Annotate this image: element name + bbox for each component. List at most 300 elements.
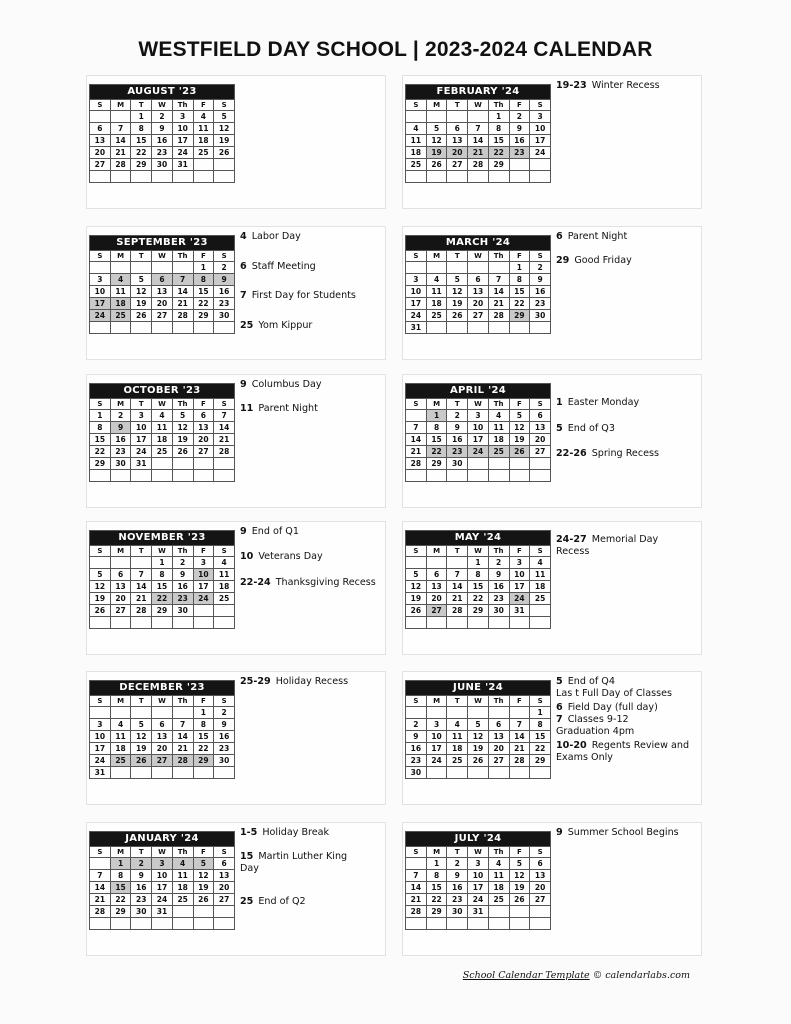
empty-cell	[110, 767, 131, 779]
empty-cell	[131, 557, 152, 569]
weekday-header: S	[90, 696, 111, 707]
empty-cell	[426, 262, 447, 274]
day-cell: 23	[447, 894, 468, 906]
empty-cell	[90, 707, 111, 719]
day-cell: 30	[406, 767, 427, 779]
day-cell: 4	[172, 858, 193, 870]
day-cell: 2	[488, 557, 509, 569]
day-cell: 2	[152, 111, 173, 123]
weekday-header: S	[90, 100, 111, 111]
weekday-header: S	[214, 100, 235, 111]
day-cell: 31	[509, 605, 530, 617]
day-cell: 26	[172, 446, 193, 458]
month-calendar	[89, 530, 235, 629]
event-date: 25	[240, 896, 254, 907]
empty-cell	[447, 707, 468, 719]
weekday-header: W	[468, 546, 489, 557]
day-cell: 4	[193, 111, 214, 123]
month-name: JUNE '24	[406, 681, 551, 696]
event-item	[240, 896, 382, 908]
event-date: 11	[240, 403, 254, 414]
month-name: MARCH '24	[406, 236, 551, 251]
day-cell: 7	[90, 870, 111, 882]
day-cell: 22	[131, 147, 152, 159]
day-cell: 19	[193, 882, 214, 894]
day-cell: 4	[488, 410, 509, 422]
empty-cell	[468, 617, 489, 629]
empty-cell	[193, 918, 214, 930]
day-cell: 15	[488, 135, 509, 147]
empty-cell	[193, 906, 214, 918]
empty-cell	[110, 707, 131, 719]
day-cell: 24	[530, 147, 551, 159]
day-cell: 5	[193, 858, 214, 870]
day-cell: 6	[530, 410, 551, 422]
empty-cell	[406, 858, 427, 870]
day-cell: 25	[110, 755, 131, 767]
day-cell: 30	[131, 906, 152, 918]
day-cell: 1	[426, 858, 447, 870]
weekday-header: W	[152, 696, 173, 707]
day-cell: 20	[488, 743, 509, 755]
day-cell: 14	[110, 135, 131, 147]
empty-cell	[530, 906, 551, 918]
empty-cell	[447, 470, 468, 482]
weekday-header: Th	[488, 399, 509, 410]
day-cell: 22	[110, 894, 131, 906]
day-cell: 16	[530, 286, 551, 298]
day-cell: 28	[488, 310, 509, 322]
day-cell: 28	[468, 159, 489, 171]
month-calendar	[405, 84, 551, 183]
weekday-header: T	[131, 100, 152, 111]
day-cell: 21	[90, 894, 111, 906]
empty-cell	[488, 707, 509, 719]
empty-cell	[447, 262, 468, 274]
empty-cell	[426, 707, 447, 719]
day-cell: 3	[426, 719, 447, 731]
day-cell: 1	[193, 707, 214, 719]
day-cell: 22	[193, 743, 214, 755]
day-cell: 17	[172, 135, 193, 147]
empty-cell	[488, 322, 509, 334]
weekday-header: S	[406, 546, 427, 557]
month-calendar	[89, 235, 235, 334]
weekday-header: F	[509, 696, 530, 707]
day-cell: 24	[131, 446, 152, 458]
day-cell: 18	[530, 581, 551, 593]
day-cell: 3	[152, 858, 173, 870]
day-cell: 29	[509, 310, 530, 322]
day-cell: 22	[509, 298, 530, 310]
empty-cell	[488, 906, 509, 918]
day-cell: 4	[406, 123, 427, 135]
month-calendar	[405, 680, 551, 779]
day-cell: 22	[530, 743, 551, 755]
empty-cell	[110, 262, 131, 274]
day-cell: 20	[90, 147, 111, 159]
day-cell: 12	[468, 731, 489, 743]
weekday-header: F	[509, 399, 530, 410]
day-cell: 9	[488, 569, 509, 581]
day-cell: 4	[152, 410, 173, 422]
event-title: Field Day (full day)	[567, 702, 658, 713]
empty-cell	[214, 767, 235, 779]
day-cell: 3	[131, 410, 152, 422]
empty-cell	[193, 767, 214, 779]
day-cell: 5	[509, 858, 530, 870]
day-cell: 29	[152, 605, 173, 617]
event-title: Labor Day	[251, 231, 301, 242]
event-title: Columbus Day	[251, 379, 322, 390]
empty-cell	[172, 617, 193, 629]
empty-cell	[110, 617, 131, 629]
empty-cell	[152, 707, 173, 719]
day-cell: 29	[131, 159, 152, 171]
day-cell: 30	[172, 605, 193, 617]
day-cell: 21	[406, 446, 427, 458]
month-calendar	[405, 383, 551, 482]
day-cell: 9	[530, 274, 551, 286]
day-cell: 13	[447, 135, 468, 147]
day-cell: 15	[131, 135, 152, 147]
empty-cell	[90, 322, 111, 334]
day-cell: 15	[509, 286, 530, 298]
day-cell: 19	[131, 743, 152, 755]
empty-cell	[447, 918, 468, 930]
event-item	[556, 827, 698, 839]
day-cell: 20	[152, 743, 173, 755]
day-cell: 27	[426, 605, 447, 617]
day-cell: 24	[90, 310, 111, 322]
event-date: 7	[556, 714, 563, 725]
day-cell: 17	[406, 298, 427, 310]
event-title: End of Q2	[258, 896, 306, 907]
day-cell: 7	[509, 719, 530, 731]
footer-link[interactable]: School Calendar Template	[462, 970, 590, 981]
month-name: FEBRUARY '24	[406, 85, 551, 100]
month-panel	[86, 374, 386, 508]
empty-cell	[152, 470, 173, 482]
event-date: 29	[556, 255, 570, 266]
day-cell: 5	[447, 274, 468, 286]
day-cell: 1	[193, 262, 214, 274]
weekday-header: Th	[172, 546, 193, 557]
weekday-header: S	[530, 100, 551, 111]
empty-cell	[131, 262, 152, 274]
day-cell: 5	[406, 569, 427, 581]
weekday-header: W	[468, 847, 489, 858]
day-cell: 15	[110, 882, 131, 894]
weekday-header: S	[406, 251, 427, 262]
day-cell: 24	[193, 593, 214, 605]
day-cell: 6	[468, 274, 489, 286]
empty-cell	[152, 458, 173, 470]
empty-cell	[90, 918, 111, 930]
day-cell: 17	[530, 135, 551, 147]
weekday-header: S	[530, 696, 551, 707]
month-name: AUGUST '23	[90, 85, 235, 100]
day-cell: 4	[488, 858, 509, 870]
day-cell: 21	[509, 743, 530, 755]
day-cell: 11	[172, 870, 193, 882]
empty-cell	[426, 557, 447, 569]
day-cell: 6	[426, 569, 447, 581]
day-cell: 2	[530, 262, 551, 274]
day-cell: 8	[131, 123, 152, 135]
weekday-header: T	[447, 251, 468, 262]
empty-cell	[530, 458, 551, 470]
day-cell: 23	[214, 298, 235, 310]
day-cell: 21	[468, 147, 489, 159]
weekday-header: S	[530, 546, 551, 557]
day-cell: 27	[488, 755, 509, 767]
day-cell: 16	[488, 581, 509, 593]
event-title: End of Q3	[567, 423, 615, 434]
event-date: 6	[240, 261, 247, 272]
empty-cell	[90, 262, 111, 274]
day-cell: 9	[447, 422, 468, 434]
empty-cell	[131, 322, 152, 334]
day-cell: 17	[152, 882, 173, 894]
day-cell: 31	[406, 322, 427, 334]
empty-cell	[193, 617, 214, 629]
event-date: 25-29	[240, 676, 271, 687]
event-title: Staff Meeting	[251, 261, 316, 272]
day-cell: 9	[214, 274, 235, 286]
empty-cell	[509, 159, 530, 171]
weekday-header: F	[509, 847, 530, 858]
empty-cell	[447, 322, 468, 334]
day-cell: 19	[406, 593, 427, 605]
day-cell: 13	[426, 581, 447, 593]
weekday-header: F	[193, 696, 214, 707]
day-cell: 5	[131, 719, 152, 731]
event-title: Memorial Day Recess	[556, 534, 659, 557]
empty-cell	[172, 322, 193, 334]
day-cell: 13	[152, 286, 173, 298]
empty-cell	[426, 470, 447, 482]
event-title: End of Q1	[251, 526, 299, 537]
weekday-header: S	[530, 251, 551, 262]
day-cell: 19	[447, 298, 468, 310]
empty-cell	[152, 918, 173, 930]
empty-cell	[90, 171, 111, 183]
day-cell: 3	[509, 557, 530, 569]
day-cell: 20	[468, 298, 489, 310]
day-cell: 23	[447, 446, 468, 458]
event-date: 6	[556, 702, 563, 713]
day-cell: 24	[406, 310, 427, 322]
day-cell: 14	[447, 581, 468, 593]
empty-cell	[509, 918, 530, 930]
day-cell: 13	[530, 422, 551, 434]
day-cell: 24	[172, 147, 193, 159]
month-calendar	[405, 530, 551, 629]
empty-cell	[406, 918, 427, 930]
day-cell: 9	[509, 123, 530, 135]
empty-cell	[509, 906, 530, 918]
event-date: 5	[556, 676, 563, 687]
month-panel	[402, 374, 702, 508]
day-cell: 15	[193, 286, 214, 298]
day-cell: 15	[193, 731, 214, 743]
event-item	[240, 526, 382, 538]
event-item	[556, 423, 698, 435]
empty-cell	[214, 906, 235, 918]
day-cell: 26	[214, 147, 235, 159]
empty-cell	[509, 458, 530, 470]
day-cell: 4	[426, 274, 447, 286]
weekday-header: T	[131, 696, 152, 707]
empty-cell	[193, 470, 214, 482]
empty-cell	[214, 171, 235, 183]
day-cell: 9	[152, 123, 173, 135]
month-panel	[86, 671, 386, 805]
event-item	[240, 851, 382, 875]
weekday-header: F	[509, 251, 530, 262]
day-cell: 17	[131, 434, 152, 446]
weekday-header: M	[110, 100, 131, 111]
day-cell: 14	[468, 135, 489, 147]
empty-cell	[406, 410, 427, 422]
day-cell: 17	[90, 743, 111, 755]
empty-cell	[426, 171, 447, 183]
day-cell: 26	[193, 894, 214, 906]
day-cell: 8	[90, 422, 111, 434]
empty-cell	[509, 767, 530, 779]
day-cell: 27	[152, 755, 173, 767]
day-cell: 8	[110, 870, 131, 882]
weekday-header: F	[193, 847, 214, 858]
day-cell: 7	[406, 870, 427, 882]
empty-cell	[468, 458, 489, 470]
month-calendar	[405, 235, 551, 334]
day-cell: 4	[447, 719, 468, 731]
empty-cell	[131, 918, 152, 930]
empty-cell	[152, 767, 173, 779]
day-cell: 28	[172, 755, 193, 767]
empty-cell	[426, 767, 447, 779]
event-item	[240, 290, 382, 302]
day-cell: 23	[488, 593, 509, 605]
month-name: SEPTEMBER '23	[90, 236, 235, 251]
event-date: 19-23	[556, 80, 587, 91]
event-item	[556, 397, 698, 409]
day-cell: 29	[193, 755, 214, 767]
day-cell: 11	[110, 731, 131, 743]
empty-cell	[447, 617, 468, 629]
day-cell: 23	[509, 147, 530, 159]
day-cell: 9	[214, 719, 235, 731]
day-cell: 16	[447, 882, 468, 894]
day-cell: 26	[509, 446, 530, 458]
day-cell: 23	[530, 298, 551, 310]
day-cell: 3	[90, 274, 111, 286]
day-cell: 28	[214, 446, 235, 458]
day-cell: 29	[193, 310, 214, 322]
day-cell: 18	[406, 147, 427, 159]
weekday-header: F	[193, 100, 214, 111]
day-cell: 29	[530, 755, 551, 767]
day-cell: 22	[488, 147, 509, 159]
month-panel	[86, 521, 386, 655]
day-cell: 28	[131, 605, 152, 617]
weekday-header: S	[406, 696, 427, 707]
weekday-header: T	[131, 399, 152, 410]
day-cell: 4	[110, 274, 131, 286]
day-cell: 22	[193, 298, 214, 310]
day-cell: 27	[530, 446, 551, 458]
event-item	[556, 80, 698, 92]
empty-cell	[468, 918, 489, 930]
day-cell: 5	[90, 569, 111, 581]
day-cell: 27	[447, 159, 468, 171]
day-cell: 28	[447, 605, 468, 617]
day-cell: 22	[426, 446, 447, 458]
day-cell: 7	[447, 569, 468, 581]
day-cell: 14	[406, 882, 427, 894]
day-cell: 29	[468, 605, 489, 617]
day-cell: 6	[152, 274, 173, 286]
day-cell: 3	[193, 557, 214, 569]
day-cell: 5	[468, 719, 489, 731]
day-cell: 6	[488, 719, 509, 731]
day-cell: 25	[172, 894, 193, 906]
day-cell: 19	[509, 882, 530, 894]
day-cell: 11	[530, 569, 551, 581]
day-cell: 14	[131, 581, 152, 593]
empty-cell	[426, 617, 447, 629]
weekday-header: S	[214, 546, 235, 557]
event-item	[556, 676, 698, 700]
weekday-header: S	[214, 847, 235, 858]
day-cell: 9	[131, 870, 152, 882]
weekday-header: S	[90, 847, 111, 858]
day-cell: 25	[447, 755, 468, 767]
day-cell: 19	[172, 434, 193, 446]
day-cell: 26	[509, 894, 530, 906]
event-item	[240, 261, 382, 273]
empty-cell	[488, 918, 509, 930]
empty-cell	[152, 171, 173, 183]
day-cell: 13	[193, 422, 214, 434]
empty-cell	[172, 707, 193, 719]
day-cell: 28	[406, 906, 427, 918]
day-cell: 2	[110, 410, 131, 422]
weekday-header: T	[131, 847, 152, 858]
day-cell: 21	[488, 298, 509, 310]
weekday-header: S	[90, 251, 111, 262]
day-cell: 3	[172, 111, 193, 123]
empty-cell	[488, 171, 509, 183]
weekday-header: Th	[488, 251, 509, 262]
day-cell: 30	[214, 755, 235, 767]
empty-cell	[406, 171, 427, 183]
day-cell: 25	[488, 446, 509, 458]
day-cell: 16	[131, 882, 152, 894]
day-cell: 1	[131, 111, 152, 123]
empty-cell	[131, 171, 152, 183]
event-title: First Day for Students	[251, 290, 356, 301]
weekday-header: S	[90, 546, 111, 557]
day-cell: 23	[214, 743, 235, 755]
day-cell: 21	[406, 894, 427, 906]
day-cell: 14	[214, 422, 235, 434]
day-cell: 11	[406, 135, 427, 147]
empty-cell	[406, 617, 427, 629]
event-title: Summer School Begins	[567, 827, 679, 838]
